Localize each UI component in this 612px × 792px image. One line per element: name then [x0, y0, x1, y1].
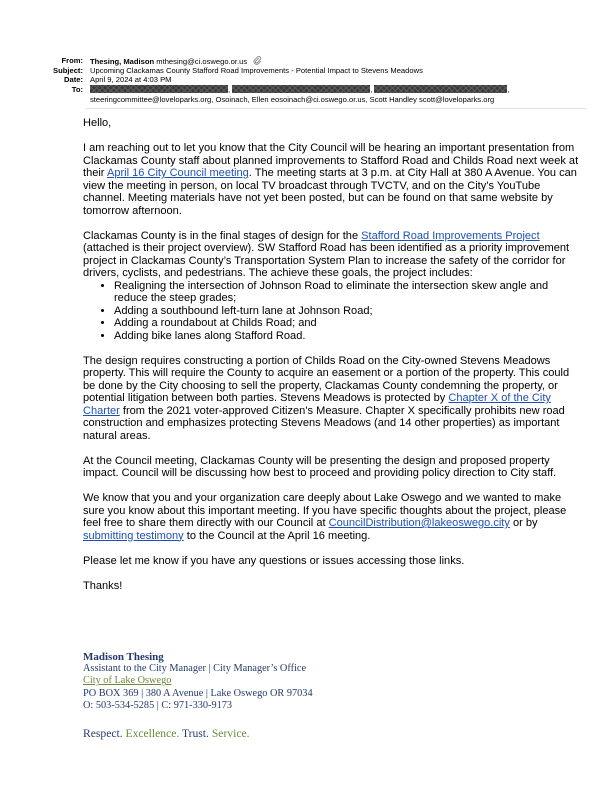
paragraph-text: (attached is their project overview). SW Stafford Road has been identified as a priority improvement project in Clackamas County’s Transportation System Plan to increase the safety of the corridor for drivers, cyclists, and pedestrians. The achieve these goals, the project includes: — [83, 242, 570, 279]
paragraph-text: from the 2021 voter-approved Citizen’s Measure. Chapter X specifically prohibits new road construction and emphasizes protecting Stevens Meadows (and 14 other properties) as important natural areas. — [83, 404, 565, 442]
recipients-text[interactable]: steeringcommittee@loveloparks.org, Osoinach, Ellen eosoinach@ci.oswego.or.us, Scott Handley scott@loveloparks.org — [90, 95, 495, 104]
council-meeting-link[interactable]: April 16 City Council meeting — [106, 167, 249, 179]
header-divider — [86, 108, 586, 109]
redaction-block — [374, 85, 507, 93]
closing: Thanks! — [83, 579, 123, 592]
redacted-recipients: , , , — [90, 85, 510, 94]
redaction-block — [232, 85, 370, 93]
project-link[interactable]: Stafford Road Improvements Project — [361, 229, 540, 242]
paragraph-project — [83, 230, 583, 280]
list-item: • Realigning the intersection of Johnson Road to eliminate the intersection skew angle and reduce the steep grades; — [114, 280, 583, 305]
paragraph-council-presentation: At the Council meeting, Clackamas County will be presenting the design and proposed property impact. Council will be discussing how best to proceed and providing policy direction to City staff. — [83, 454, 557, 479]
signature-city-link[interactable]: City of Lake Oswego — [83, 675, 172, 687]
list-item: • Adding bike lanes along Stafford Road. — [114, 330, 583, 343]
sender-email[interactable]: mthesing@ci.oswego.or.us — [156, 57, 248, 66]
paragraph-questions: Please let me know if you have any questions or issues accessing those links. — [83, 554, 465, 567]
motto-respect: Respect. — [83, 727, 123, 740]
paragraph-stevens-meadows — [83, 355, 583, 443]
paragraph-text: The design requires constructing a portion of Childs Road on the City-owned Stevens Meadows property. This will require the County to acquire an easement or a portion of the property. This could be done by the City choosing to sell the property, Clackamas County condemning the property, or potential litigation between both parties. Stevens Meadows is protected by — [83, 354, 570, 404]
list-item: • Adding a southbound left-turn lane at Johnson Road; — [114, 305, 583, 318]
council-email-link[interactable]: CouncilDistribution@lakeoswego.city — [328, 517, 510, 529]
redaction-block — [90, 85, 228, 93]
subject-text: Upcoming Clackamas County Stafford Road Improvements - Potential Impact to Stevens Meadows — [90, 66, 423, 75]
signature-phones: O: 503-534-5285 | C: 971-330-9173 — [83, 699, 233, 711]
date-label: Date: — [64, 75, 83, 84]
paragraph-text: I am reaching out to let you know that the City Council will be hearing an important presentation from Clackamas County staff about planned improvements to Stafford Road and Childs Road next week at their — [83, 142, 579, 179]
paragraph-council-meeting — [83, 142, 583, 217]
message-body — [83, 117, 583, 605]
signature-title: Assistant to the City Manager | City Manager’s Office — [83, 663, 307, 675]
project-goals-list — [83, 280, 583, 343]
motto-service: Service. — [211, 727, 250, 740]
signature-address: PO BOX 369 | 380 A Avenue | Lake Oswego OR 97034 — [83, 687, 313, 699]
city-charter-link[interactable]: Chapter X of the City Charter — [83, 392, 551, 417]
paragraph-text: We know that you and your organization care deeply about Lake Oswego and we wanted to make sure you know about this important meeting. If you have specific thoughts about the project, please feel free to share them directly with our Council at — [83, 492, 567, 529]
to-label: To: — [71, 85, 83, 94]
paragraph-contact-council — [83, 492, 583, 542]
email-signature — [83, 651, 563, 712]
motto-trust: Trust. — [181, 727, 209, 740]
testimony-link[interactable]: submitting testimony — [83, 529, 184, 542]
motto-excellence: Excellence. — [125, 727, 180, 740]
signature-motto — [83, 727, 250, 740]
list-item: • Adding a roundabout at Childs Road; and — [114, 317, 583, 330]
subject-label: Subject: — [53, 66, 83, 75]
paragraph-text: to the Council at the April 16 meeting. — [183, 529, 371, 542]
paragraph-text: Clackamas County is in the final stages of design for the — [83, 229, 362, 242]
signature-name: Madison Thesing — [83, 651, 164, 663]
paragraph-text: . The meeting starts at 3 p.m. at City Hall at 380 A Avenue. You can view the meeting in person, on local TV broadcast through TVCTV, and on the City’s YouTube channel. Meeting materials have not yet been posted, but can be found on that same website by tomorrow afternoon. — [83, 167, 577, 217]
sender-name[interactable]: Thesing, Madison — [90, 57, 155, 66]
date-text: April 9, 2024 at 4:03 PM — [90, 75, 172, 84]
from-label: From: — [61, 56, 83, 65]
paragraph-text: or by — [509, 517, 538, 529]
greeting: Hello, — [83, 117, 112, 129]
